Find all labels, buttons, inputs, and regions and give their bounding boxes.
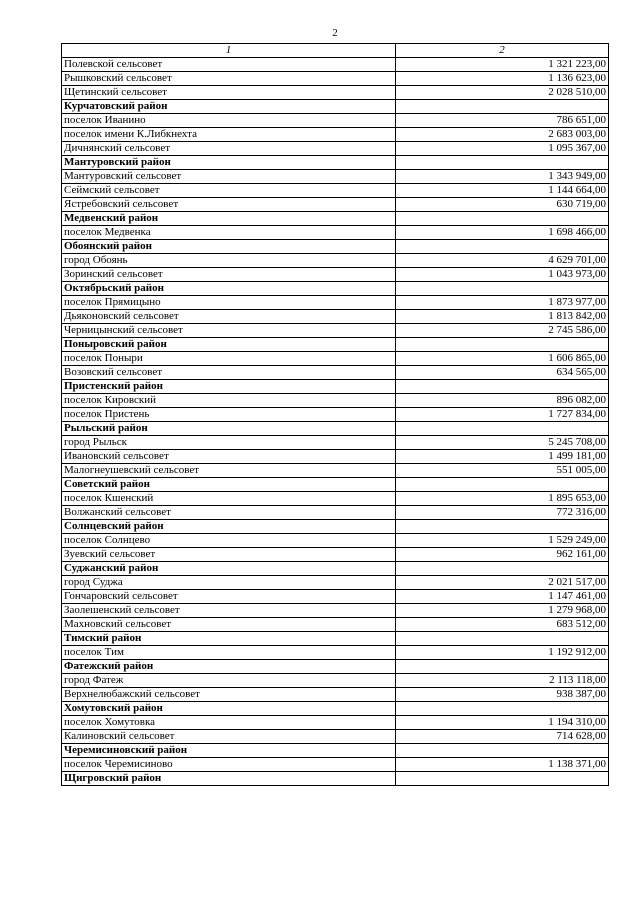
table-row	[62, 730, 609, 744]
amount-cell	[396, 744, 609, 758]
table-row	[62, 506, 609, 520]
district-name: Щигровский район	[62, 772, 396, 786]
table-row	[62, 604, 609, 618]
amount-cell	[396, 632, 609, 646]
table-row	[62, 226, 609, 240]
allocation-table	[61, 43, 609, 786]
amount-cell	[396, 338, 609, 352]
table-row	[62, 268, 609, 282]
district-header-row	[62, 282, 609, 296]
column-header-1: 1	[62, 44, 396, 58]
amount-cell: 1 698 466,00	[396, 226, 609, 240]
amount-cell: 772 316,00	[396, 506, 609, 520]
district-header-row	[62, 772, 609, 786]
table-row	[62, 198, 609, 212]
table-header-row	[62, 44, 609, 58]
municipality-name: Мантуровский сельсовет	[62, 170, 396, 184]
table-body	[62, 58, 609, 786]
amount-cell	[396, 282, 609, 296]
amount-cell	[396, 100, 609, 114]
table-row	[62, 296, 609, 310]
district-name: Медвенский район	[62, 212, 396, 226]
table-row	[62, 352, 609, 366]
municipality-name: город Фатеж	[62, 674, 396, 688]
municipality-name: Щетинский сельсовет	[62, 86, 396, 100]
amount-cell: 4 629 701,00	[396, 254, 609, 268]
amount-cell: 5 245 708,00	[396, 436, 609, 450]
amount-cell: 1 136 623,00	[396, 72, 609, 86]
table-row	[62, 534, 609, 548]
district-header-row	[62, 520, 609, 534]
table-row	[62, 324, 609, 338]
district-header-row	[62, 660, 609, 674]
district-name: Черемисиновский район	[62, 744, 396, 758]
table-row	[62, 548, 609, 562]
municipality-name: Дичнянский сельсовет	[62, 142, 396, 156]
table-row	[62, 436, 609, 450]
table-row	[62, 142, 609, 156]
municipality-name: поселок Медвенка	[62, 226, 396, 240]
amount-cell: 1 813 842,00	[396, 310, 609, 324]
amount-cell	[396, 478, 609, 492]
amount-cell: 1 321 223,00	[396, 58, 609, 72]
municipality-name: город Суджа	[62, 576, 396, 590]
table-row	[62, 758, 609, 772]
amount-cell	[396, 772, 609, 786]
table-row	[62, 590, 609, 604]
municipality-name: Махновский сельсовет	[62, 618, 396, 632]
amount-cell: 1 279 968,00	[396, 604, 609, 618]
table-row	[62, 408, 609, 422]
amount-cell: 1 529 249,00	[396, 534, 609, 548]
municipality-name: Возовский сельсовет	[62, 366, 396, 380]
table-row	[62, 310, 609, 324]
district-name: Солнцевский район	[62, 520, 396, 534]
municipality-name: поселок Кшенский	[62, 492, 396, 506]
municipality-name: Малогнеушевский сельсовет	[62, 464, 396, 478]
amount-cell: 2 683 003,00	[396, 128, 609, 142]
municipality-name: Верхнелюбажский сельсовет	[62, 688, 396, 702]
amount-cell	[396, 702, 609, 716]
amount-cell: 1 138 371,00	[396, 758, 609, 772]
municipality-name: поселок Пристень	[62, 408, 396, 422]
district-name: Пристенский район	[62, 380, 396, 394]
municipality-name: поселок Тим	[62, 646, 396, 660]
district-header-row	[62, 632, 609, 646]
table-row	[62, 86, 609, 100]
amount-cell: 1 144 664,00	[396, 184, 609, 198]
table-row	[62, 492, 609, 506]
district-name: Фатежский район	[62, 660, 396, 674]
table-row	[62, 576, 609, 590]
district-header-row	[62, 212, 609, 226]
municipality-name: город Рыльск	[62, 436, 396, 450]
municipality-name: Заолешенский сельсовет	[62, 604, 396, 618]
district-header-row	[62, 744, 609, 758]
district-header-row	[62, 478, 609, 492]
district-header-row	[62, 422, 609, 436]
district-name: Советский район	[62, 478, 396, 492]
column-header-2: 2	[396, 44, 609, 58]
amount-cell: 714 628,00	[396, 730, 609, 744]
district-name: Рыльский район	[62, 422, 396, 436]
table-row	[62, 688, 609, 702]
district-name: Курчатовский район	[62, 100, 396, 114]
municipality-name: поселок Солнцево	[62, 534, 396, 548]
district-header-row	[62, 380, 609, 394]
municipality-name: Рышковский сельсовет	[62, 72, 396, 86]
amount-cell: 1 192 912,00	[396, 646, 609, 660]
table-row	[62, 646, 609, 660]
amount-cell: 1 895 653,00	[396, 492, 609, 506]
district-header-row	[62, 562, 609, 576]
amount-cell: 938 387,00	[396, 688, 609, 702]
municipality-name: поселок Иванино	[62, 114, 396, 128]
amount-cell: 896 082,00	[396, 394, 609, 408]
table-row	[62, 58, 609, 72]
municipality-name: Гончаровский сельсовет	[62, 590, 396, 604]
table-row	[62, 128, 609, 142]
table-row	[62, 72, 609, 86]
district-header-row	[62, 156, 609, 170]
municipality-name: Зоринский сельсовет	[62, 268, 396, 282]
table-row	[62, 716, 609, 730]
municipality-name: Калиновский сельсовет	[62, 730, 396, 744]
amount-cell	[396, 520, 609, 534]
amount-cell: 962 161,00	[396, 548, 609, 562]
district-name: Поныровский район	[62, 338, 396, 352]
amount-cell: 1 147 461,00	[396, 590, 609, 604]
amount-cell	[396, 660, 609, 674]
table-row	[62, 674, 609, 688]
amount-cell: 551 005,00	[396, 464, 609, 478]
amount-cell: 1 727 834,00	[396, 408, 609, 422]
municipality-name: Ястребовский сельсовет	[62, 198, 396, 212]
district-header-row	[62, 100, 609, 114]
amount-cell: 630 719,00	[396, 198, 609, 212]
municipality-name: поселок Кировский	[62, 394, 396, 408]
district-header-row	[62, 702, 609, 716]
municipality-name: поселок Черемисиново	[62, 758, 396, 772]
municipality-name: поселок Хомутовка	[62, 716, 396, 730]
amount-cell: 2 745 586,00	[396, 324, 609, 338]
amount-cell: 1 043 973,00	[396, 268, 609, 282]
table-row	[62, 170, 609, 184]
amount-cell: 1 194 310,00	[396, 716, 609, 730]
municipality-name: Дьяконовский сельсовет	[62, 310, 396, 324]
table-row	[62, 450, 609, 464]
amount-cell: 634 565,00	[396, 366, 609, 380]
municipality-name: поселок Поныри	[62, 352, 396, 366]
municipality-name: Ивановский сельсовет	[62, 450, 396, 464]
municipality-name: город Обоянь	[62, 254, 396, 268]
municipality-name: Полевской сельсовет	[62, 58, 396, 72]
amount-cell: 2 028 510,00	[396, 86, 609, 100]
amount-cell	[396, 240, 609, 254]
amount-cell: 2 113 118,00	[396, 674, 609, 688]
municipality-name: Черницынский сельсовет	[62, 324, 396, 338]
table-row	[62, 184, 609, 198]
amount-cell: 786 651,00	[396, 114, 609, 128]
district-name: Суджанский район	[62, 562, 396, 576]
amount-cell: 683 512,00	[396, 618, 609, 632]
district-name: Обоянский район	[62, 240, 396, 254]
amount-cell: 1 343 949,00	[396, 170, 609, 184]
district-header-row	[62, 240, 609, 254]
table-row	[62, 464, 609, 478]
page-number: 2	[332, 27, 338, 39]
table-row	[62, 618, 609, 632]
amount-cell: 1 095 367,00	[396, 142, 609, 156]
amount-cell	[396, 212, 609, 226]
table-row	[62, 366, 609, 380]
municipality-name: поселок Прямицыно	[62, 296, 396, 310]
amount-cell: 2 021 517,00	[396, 576, 609, 590]
municipality-name: поселок имени К.Либкнехта	[62, 128, 396, 142]
table-row	[62, 114, 609, 128]
amount-cell	[396, 562, 609, 576]
district-name: Тимский район	[62, 632, 396, 646]
district-name: Мантуровский район	[62, 156, 396, 170]
amount-cell	[396, 422, 609, 436]
amount-cell: 1 606 865,00	[396, 352, 609, 366]
district-name: Октябрьский район	[62, 282, 396, 296]
district-header-row	[62, 338, 609, 352]
amount-cell: 1 499 181,00	[396, 450, 609, 464]
amount-cell	[396, 380, 609, 394]
table-row	[62, 394, 609, 408]
municipality-name: Сеймский сельсовет	[62, 184, 396, 198]
municipality-name: Зуевский сельсовет	[62, 548, 396, 562]
amount-cell: 1 873 977,00	[396, 296, 609, 310]
municipality-name: Волжанский сельсовет	[62, 506, 396, 520]
amount-cell	[396, 156, 609, 170]
district-name: Хомутовский район	[62, 702, 396, 716]
table-row	[62, 254, 609, 268]
